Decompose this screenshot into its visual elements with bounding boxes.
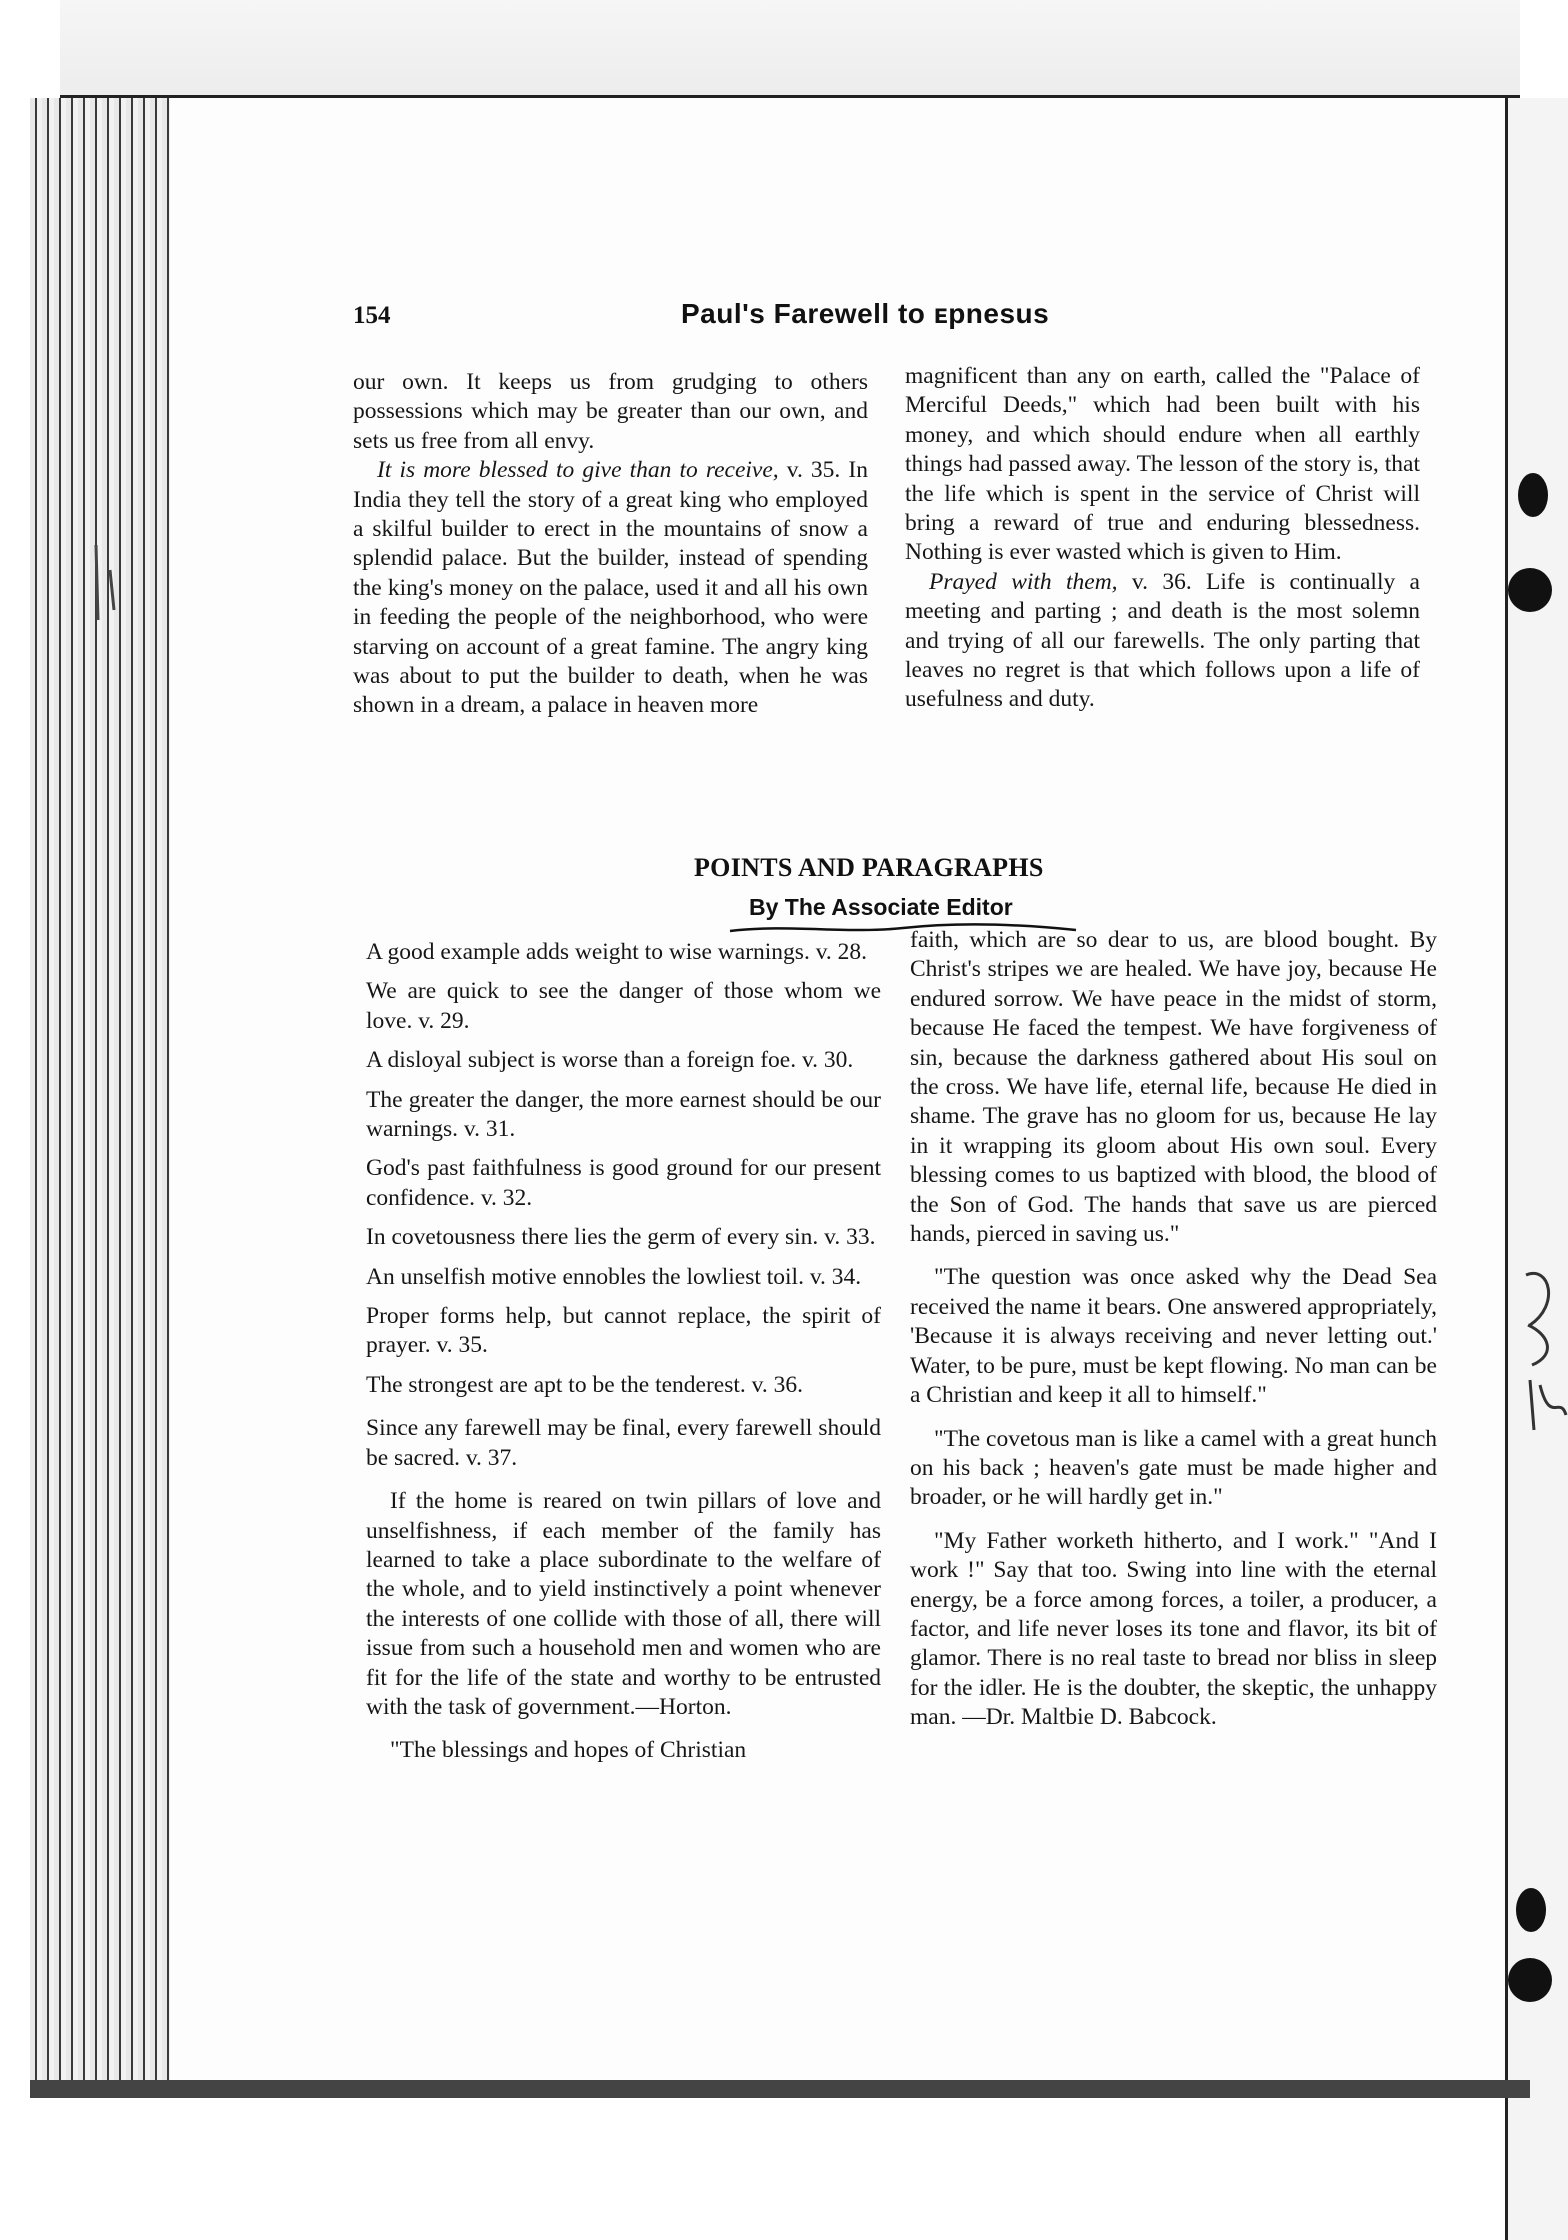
top-right-column: [905, 362, 1420, 715]
paragraph-text: v. 35. In India they tell the story of a great king who employed a skilful builder to erect in the mountains of snow a splendid palace. But the builder, instead of spending the king's money on the palace, used it and all his own in feeding the people of the neighborhood, who were starving on account of a great famine. The angry king was about to put the builder to death, when he was shown in a dream, a palace in heaven more: [353, 457, 868, 719]
scripture-lead: It is more blessed to give than to receive,: [377, 457, 779, 484]
binding-hole: [1508, 568, 1552, 612]
paragraph: magnificent than any on earth, called the "Palace of Merciful Deeds," which had been built with his money, and which should endure when all earthly things had passed away. The lesson of the story is, that the life which is spent in the service of Christ will bring a reward of true and enduring blessedness. Nothing is ever wasted which is given to Him.: [905, 363, 1420, 566]
paragraph-text: v. 36. Life is continually a meeting and parting ; and death is the most solemn and trying of all our farewells. The only parting that leaves no regret is that which follows upon a life of usefulness and duty.: [905, 568, 1420, 713]
point-item: A good example adds weight to wise warnings. v. 28.: [366, 939, 868, 965]
running-head: [353, 298, 1253, 342]
top-left-column: [353, 368, 868, 721]
point-item: Proper forms help, but cannot replace, the spirit of prayer. v. 35.: [366, 1303, 881, 1359]
quote-paragraph: "The question was once asked why the Dead Sea received the name it bears. One answered appropriately, 'Because it is always receiving and never letting out.' Water, to be pure, must be kept flowing. No man can be a Christian and keep it all to himself.": [910, 1264, 1437, 1409]
page-number: 154: [353, 302, 391, 329]
paragraph: [905, 568, 1420, 715]
point-item: A disloyal subject is worse than a foreign foe. v. 30.: [366, 1047, 854, 1074]
pencil-margin-mark: [88, 540, 128, 630]
bottom-right-column: [910, 926, 1437, 1747]
paragraph: [353, 456, 868, 721]
point-item: God's past faithfulness is good ground for our present confidence. v. 32.: [366, 1155, 881, 1211]
point-item: We are quick to see the danger of those whom we love. v. 29.: [366, 978, 881, 1034]
facing-page-edge: [1505, 98, 1568, 2240]
point-item: In covetousness there lies the germ of every sin. v. 33.: [366, 1224, 876, 1251]
page-title: Paul's Farewell to ᴇpnesus: [681, 298, 1050, 329]
quote-paragraph: faith, which are so dear to us, are blood bought. By Christ's stripes we are healed. We have joy, because He endured sorrow. We have peace in the midst of storm, because He faced the tempest. We have forgiveness of sin, because the darkness gathered about His soul on the cross. We have life, eternal life, because He died in shame. The grave has no gloom for us, because He lay in it wrapping its gloom about His own soul. Every blessing comes to us baptized with blood, the blood of the Son of God. The hands that save us are pierced hands, pierced in saving us.": [910, 927, 1437, 1248]
binding-hole: [1508, 1958, 1552, 2002]
quote-paragraph: If the home is reared on twin pillars of love and unselfishness, if each member of the family has learned to take a place subordinate to the welfare of the whole, and to yield instinctively a point whenever the interests of one collide with those of all, there will issue from such a household men and women who are fit for the life of the state and worthy to be entrusted with the task of government.—Horton.: [366, 1488, 881, 1720]
scripture-lead: Prayed with them,: [929, 568, 1118, 595]
section-byline: By The Associate Editor: [749, 894, 1013, 920]
quote-paragraph: "My Father worketh hitherto, and I work." "And I work !" Say that too. Swing into line with the eternal energy, be a force among forces, a toiler, a producer, a factor, and life never loses its tone and flavor, its bit of glamor. There is no real taste to bread nor bliss in sleep for the idler. He is the doubter, the skeptic, the unhappy man. —Dr. Maltbie D. Babcock.: [910, 1527, 1437, 1731]
binding-hole: [1516, 1888, 1546, 1932]
quote-paragraph: "The covetous man is like a camel with a great hunch on his back ; heaven's gate must be made higher and broader, or he will hardly get in.": [910, 1425, 1437, 1511]
quote-paragraph: "The blessings and hopes of Christian: [390, 1737, 747, 1764]
point-item: Since any farewell may be final, every farewell should be sacred. v. 37.: [366, 1415, 881, 1471]
point-item: The strongest are apt to be the tenderest. v. 36.: [366, 1371, 803, 1398]
book-top-edge: [60, 0, 1520, 98]
bottom-left-column: [366, 938, 881, 1776]
book-page-edges: [30, 98, 170, 2098]
paragraph: our own. It keeps us from grudging to others possessions which may be greater than our own, and sets us free from all envy.: [353, 369, 868, 454]
binding-hole: [1518, 473, 1548, 517]
book-bottom-edge: [30, 2080, 1530, 2098]
section-heading: POINTS AND PARAGRAPHS: [694, 853, 1044, 882]
point-item: An unselfish motive ennobles the lowliest toil. v. 34.: [366, 1263, 862, 1290]
point-item: The greater the danger, the more earnest should be our warnings. v. 31.: [366, 1086, 881, 1143]
pencil-margin-mark: [1520, 1265, 1568, 1435]
